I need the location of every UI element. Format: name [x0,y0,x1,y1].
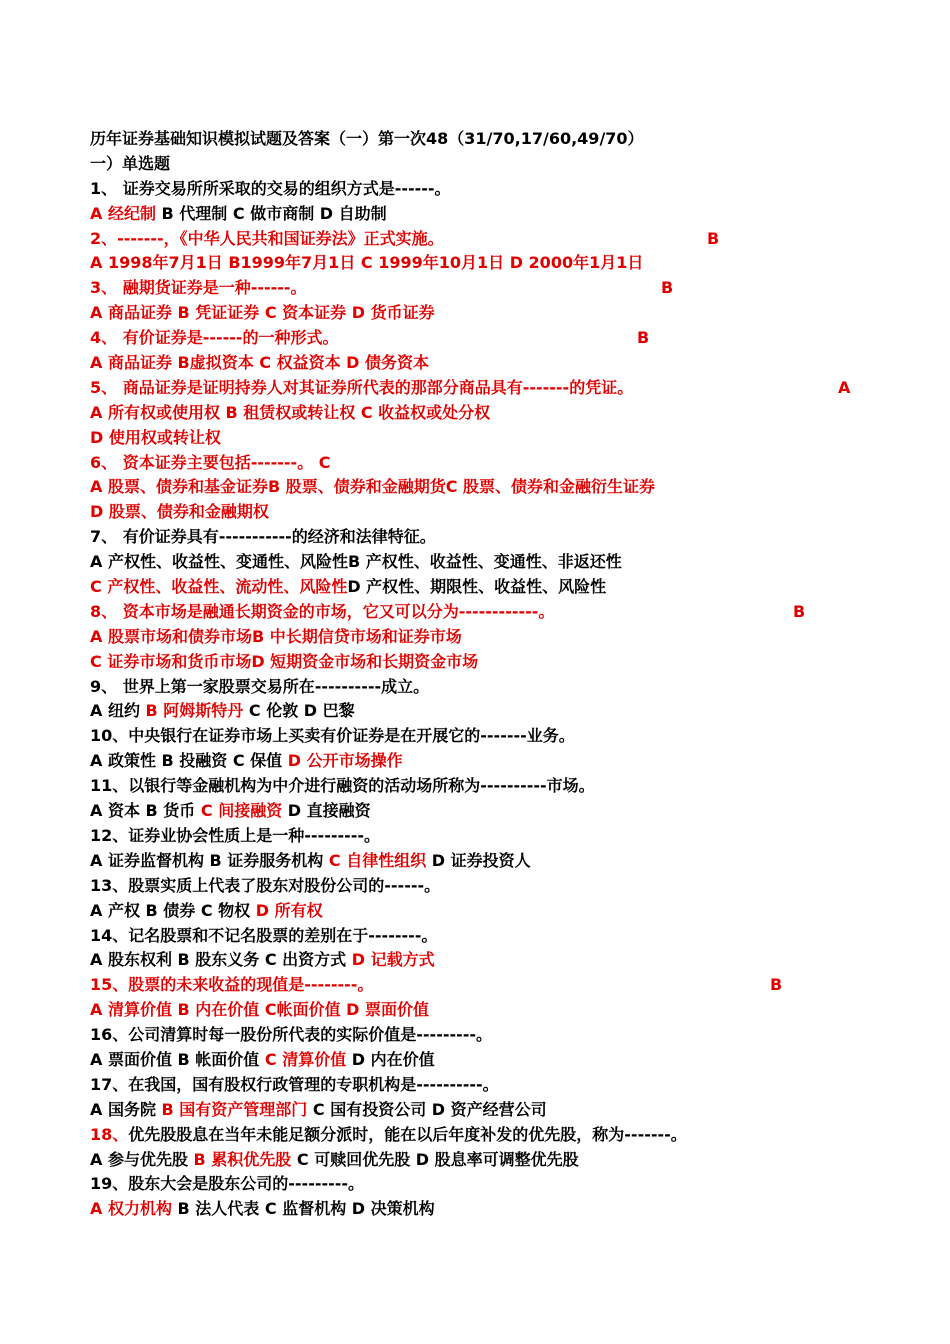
document-line [90,276,890,301]
text-run: A 纽约 [90,701,146,721]
answer-text: 18、 [90,1124,129,1144]
document-line [90,1098,890,1123]
text-run: 优先股股息在当年未能足额分派时，能在以后年度补发的优先股，称为-------。 [128,1124,687,1144]
document-line [90,326,890,351]
document-line [90,1023,890,1048]
answer-text: D 公开市场操作 [287,751,403,771]
text-run: 11、以银行等金融机构为中介进行融资的活动场所称为----------市场。 [90,776,595,796]
document-line [90,1197,890,1222]
answer-key: B [707,228,720,248]
text-run: 19、股东大会是股东公司的---------。 [90,1174,365,1194]
document-line [90,749,890,774]
document-line [90,426,890,451]
answer-text: A 商品证券 B 凭证证券 C 资本证券 D 货币证券 [90,303,435,323]
text-run: B 代理制 C 做市商制 D 自助制 [155,203,387,223]
document-line [90,799,890,824]
answer-text: C 自律性组织 [328,850,427,870]
document-line [90,202,890,227]
document-line [90,924,890,949]
document-line [90,998,890,1023]
document-body [90,127,890,1222]
text-run: D 证券投资人 [426,850,531,870]
text-run: 7、 有价证券具有-----------的经济和法律特征。 [90,527,436,547]
text-run: 10、中央银行在证券市场上买卖有价证券是在开展它的-------业务。 [90,726,575,746]
text-run: 12、证券业协会性质上是一种---------。 [90,825,381,845]
text-run: D 直接融资 [282,801,371,821]
document-title: 历年证券基础知识模拟试题及答案（一）第一次48（31/70,17/60,49/70） [90,129,644,148]
text-run: A 股东权利 B 股东义务 C 出资方式 [90,950,352,970]
answer-text: 4、 有价证券是------的一种形式。 [90,328,339,348]
document-line [90,675,890,700]
text-run: 17、在我国，国有股权行政管理的专职机构是----------。 [90,1074,499,1094]
answer-text: 5、 商品证券是证明持券人对其证券所代表的那部分商品具有-------的凭证。 [90,377,634,397]
document-line [90,525,890,550]
text-run: A 票面价值 B 帐面价值 [90,1049,265,1069]
text-run: B 法人代表 C 监督机构 D 决策机构 [171,1199,435,1219]
document-line [90,625,890,650]
answer-text: D 所有权 [255,900,323,920]
document-line [90,227,890,252]
text-run: A 参与优先股 [90,1149,194,1169]
text-run: D 产权性、期限性、收益性、风险性 [347,577,607,597]
document-line [90,849,890,874]
answer-text: D 记载方式 [351,950,435,970]
answer-text: B 阿姆斯特丹 [145,701,244,721]
document-line [90,401,890,426]
answer-text: C 产权性、收益性、流动性、风险性 [90,577,348,597]
answer-text: 15、股票的未来收益的现值是--------。 [90,975,374,995]
document-line [90,251,890,276]
document-line [90,1073,890,1098]
answer-text: D 使用权或转让权 [90,427,221,447]
answer-text: A 商品证券 B虚拟资本 C 权益资本 D 债务资本 [90,353,430,373]
document-line [90,948,890,973]
answer-key: B [637,328,650,348]
text-run: C 国有投资公司 D 资产经营公司 [307,1099,547,1119]
text-run: A 资本 B 货币 [90,801,201,821]
answer-key: B [770,975,783,995]
answer-text: A 经纪制 [90,203,156,223]
text-run: 13、股票实质上代表了股东对股份公司的------。 [90,875,441,895]
document-line [90,1048,890,1073]
answer-text: A 股票市场和债券市场B 中长期信贷市场和证券市场 [90,626,462,646]
document-line [90,500,890,525]
document-line [90,1148,890,1173]
text-run: C 可赎回优先股 D 股息率可调整优先股 [291,1149,579,1169]
answer-text: A 股票、债券和基金证券B 股票、债券和金融期货C 股票、债券和金融衍生证券 [90,477,656,497]
text-run: 1、 证券交易所所采取的交易的组织方式是------。 [90,178,451,198]
document-line [90,973,890,998]
text-run: A 产权 B 债券 C 物权 [90,900,256,920]
answer-key: B [661,278,674,298]
document-line [90,1172,890,1197]
document-line [90,899,890,924]
document-line [90,774,890,799]
text-run: C 伦敦 D 巴黎 [243,701,355,721]
text-run: 16、公司清算时每一股份所代表的实际价值是---------。 [90,1025,493,1045]
document-line [90,699,890,724]
answer-text: B 国有资产管理部门 [161,1099,308,1119]
text-run: A 政策性 B 投融资 C 保值 [90,751,288,771]
document-line [90,575,890,600]
document-line [90,451,890,476]
question-list [90,177,890,1222]
answer-text: 2、-------，《中华人民共和国证券法》正式实施。 [90,228,444,248]
document-line [90,600,890,625]
section-heading: 一）单选题 [90,153,171,173]
document-line [90,301,890,326]
answer-text: A 权力机构 [90,1199,172,1219]
answer-text: 3、 融期货证券是一种------。 [90,278,307,298]
answer-text: C 间接融资 [200,801,283,821]
text-run: A 国务院 [90,1099,162,1119]
document-line [90,376,890,401]
text-run: A 证券监督机构 B 证券服务机构 [90,850,329,870]
document-line [90,874,890,899]
answer-text: B 累积优先股 [193,1149,292,1169]
text-run: 14、记名股票和不记名股票的差别在于--------。 [90,925,438,945]
document-line [90,724,890,749]
document-line [90,650,890,675]
document-line [90,351,890,376]
answer-key: B [793,601,806,621]
answer-text: C 清算价值 [264,1049,347,1069]
answer-text: A 1998年7月1日 B1999年7月1日 C 1999年10月1日 D 2000年1月1日 [90,253,644,273]
document-line [90,550,890,575]
document-line [90,177,890,202]
text-run: 9、 世界上第一家股票交易所在----------成立。 [90,676,430,696]
answer-text: 8、 资本市场是融通长期资金的市场，它又可以分为------------。 [90,601,555,621]
answer-key: A [838,377,851,397]
text-run: D 内在价值 [346,1049,435,1069]
answer-text: C 证券市场和货币市场D 短期资金市场和长期资金市场 [90,651,479,671]
text-run: A 产权性、收益性、变通性、风险性B 产权性、收益性、变通性、非返还性 [90,552,622,572]
answer-text: D 股票、债券和金融期权 [90,502,269,522]
answer-text: A 所有权或使用权 B 租赁权或转让权 C 收益权或处分权 [90,402,491,422]
document-line [90,1123,890,1148]
answer-text: 6、 资本证券主要包括-------。 C [90,452,331,472]
document-line [90,824,890,849]
document-line [90,475,890,500]
answer-text: A 清算价值 B 内在价值 C帐面价值 D 票面价值 [90,1000,430,1020]
